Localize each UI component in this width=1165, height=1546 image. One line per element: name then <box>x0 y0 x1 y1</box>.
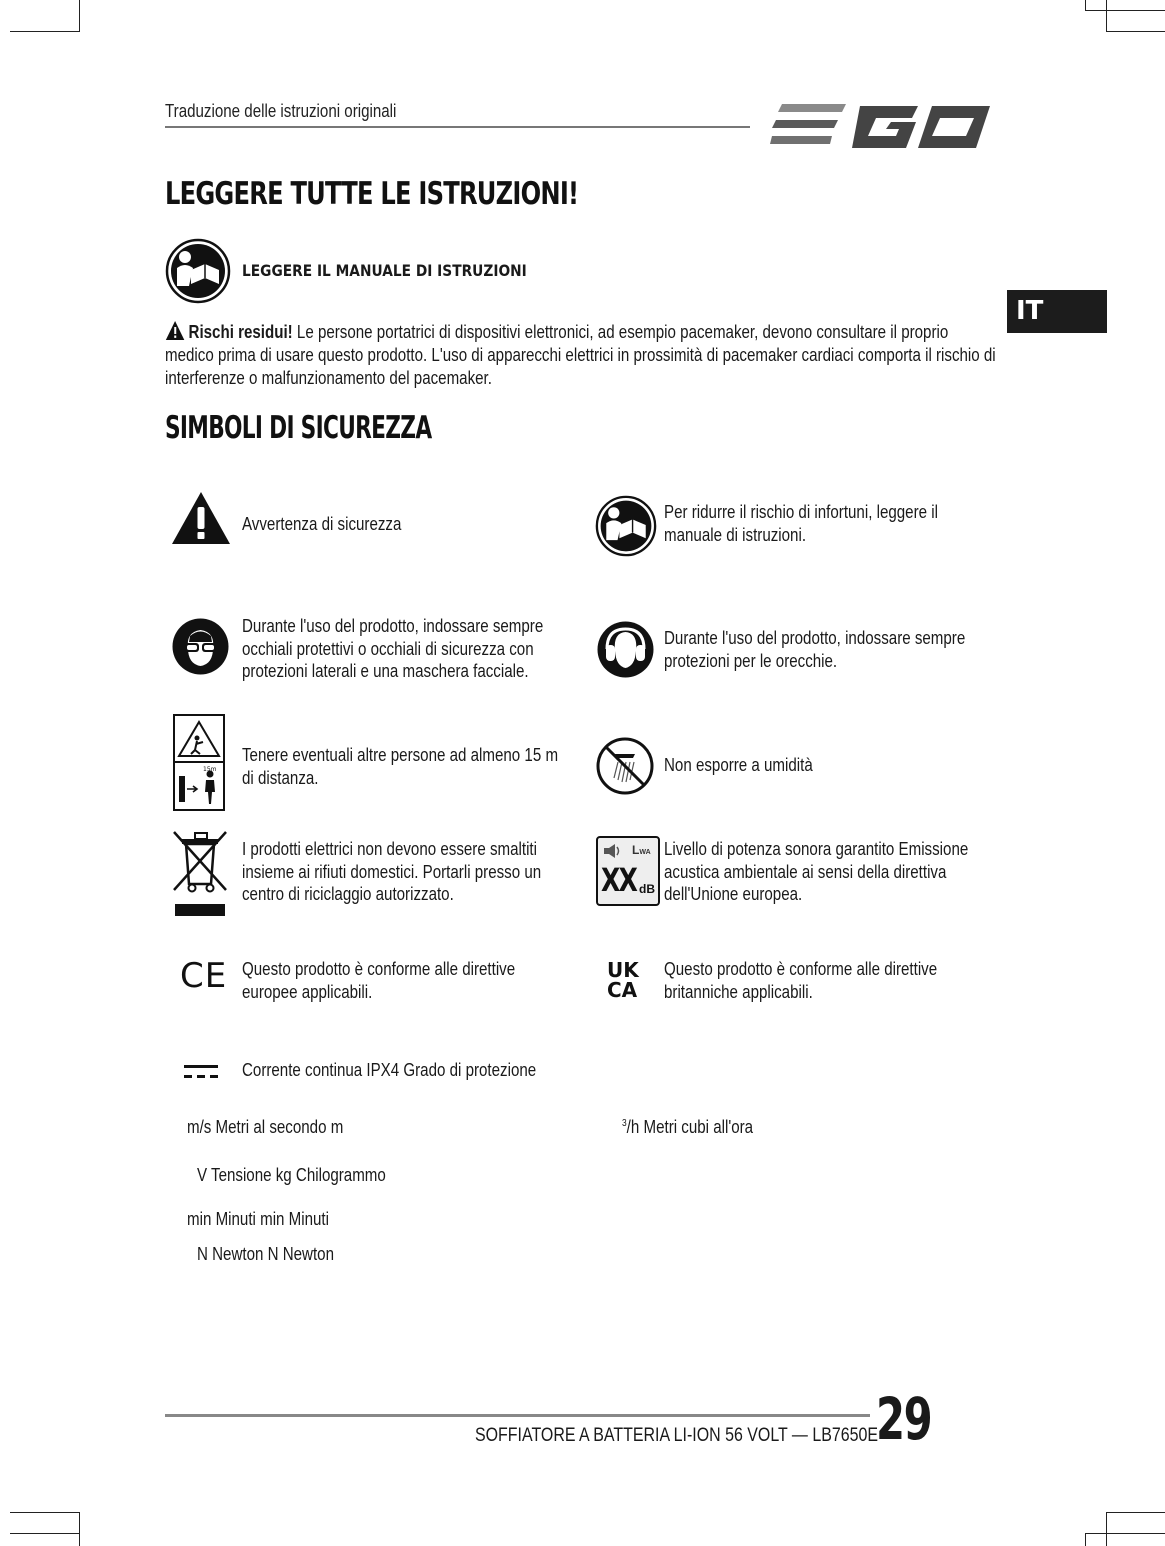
footer-product: SOFFIATORE A BATTERIA LI-ION 56 VOLT — LB7650E <box>475 1425 878 1446</box>
symbol-text: I prodotti elettrici non devono essere smaltiti insieme ai rifiuti domestici. Portarli presso un centro di riciclaggio autorizzato. <box>242 839 542 904</box>
unit-line: N Newton N Newton <box>197 1244 334 1264</box>
unit-line: $^3$/h Metri cubi all'ora <box>622 1117 754 1137</box>
crop-mark <box>1106 1512 1165 1513</box>
weee-bin-icon <box>170 828 230 918</box>
read-manual-icon <box>165 238 231 304</box>
residual-risk-text: Le persone portatrici di dispositivi elettronici, ad esempio pacemaker, devono consultare il proprio medico prima di usare questo prodotto. L'uso di apparecchi elettrici in prossimità di pacemaker cardiaci comporta il rischio di interferenze o malfunzionamento del pacemaker. <box>165 322 996 388</box>
crop-mark <box>1106 31 1165 32</box>
symbol-text: Durante l'uso del prodotto, indossare sempre occhiali protettivi o occhiali di sicurezza con protezioni laterali e una maschera facciale. <box>242 616 544 681</box>
crop-mark <box>79 1512 80 1546</box>
symbol-text: Durante l'uso del prodotto, indossare sempre protezioni per le orecchie. <box>664 628 966 671</box>
ukca-mark-icon: UK CA <box>607 958 639 1002</box>
crop-mark <box>1085 1533 1086 1546</box>
header-rule <box>165 126 750 128</box>
crop-mark <box>10 1512 80 1513</box>
ce-mark-icon: CE <box>180 956 228 996</box>
symbol-text: Questo prodotto è conforme alle direttive britanniche applicabili. <box>664 959 938 1002</box>
direct-current-icon <box>184 1064 218 1080</box>
speaker-icon <box>602 842 624 860</box>
unit-line: min Minuti min Minuti <box>187 1209 329 1229</box>
crop-mark <box>1085 0 1086 11</box>
sound-power-icon: LWA XX dB <box>596 836 660 906</box>
section-title: SIMBOLI DI SICUREZZA <box>165 410 432 446</box>
read-manual-icon <box>595 495 657 557</box>
language-tab: IT <box>1007 290 1107 333</box>
symbol-text: Tenere eventuali altre persone ad almeno 15 m di distanza. <box>242 745 559 788</box>
crop-mark <box>10 31 80 32</box>
symbol-text: Per ridurre il rischio di infortuni, leggere il manuale di istruzioni. <box>664 502 938 545</box>
svg-text:15m: 15m <box>203 766 217 773</box>
symbol-text: Avvertenza di sicurezza <box>242 514 402 534</box>
keep-bystanders-away-icon <box>173 714 225 811</box>
unit-line: V Tensione kg Chilogrammo <box>197 1165 386 1185</box>
ear-protection-icon <box>597 621 654 678</box>
crop-mark <box>1106 1512 1107 1546</box>
residual-risk-paragraph <box>165 320 997 390</box>
eye-face-protection-icon <box>172 618 229 675</box>
residual-risk-label: Rischi residui! <box>188 322 293 342</box>
page-title: LEGGERE TUTTE LE ISTRUZIONI! <box>165 176 579 212</box>
crop-mark <box>1085 1533 1165 1534</box>
symbol-text: Livello di potenza sonora garantito Emissione acustica ambientale ai sensi della direttiva dell'Unione europea. <box>664 839 969 904</box>
unit-line: m/s Metri al secondo m <box>187 1117 344 1137</box>
crop-mark <box>1106 0 1107 32</box>
header-subtitle: Traduzione delle istruzioni originali <box>165 101 397 121</box>
footer-rule <box>165 1414 870 1417</box>
manual-label: LEGGERE IL MANUALE DI ISTRUZIONI <box>242 261 527 280</box>
symbol-text: Questo prodotto è conforme alle direttive europee applicabili. <box>242 959 516 1002</box>
crop-mark <box>79 0 80 32</box>
symbol-text: Non esporre a umidità <box>664 755 813 775</box>
no-moisture-icon <box>595 736 655 796</box>
crop-mark <box>1085 10 1165 11</box>
symbol-text: Corrente continua IPX4 Grado di protezione <box>242 1060 537 1080</box>
crop-mark <box>10 1533 80 1534</box>
warning-triangle-icon <box>165 320 185 341</box>
page-number: 29 <box>876 1385 932 1453</box>
warning-triangle-icon <box>170 490 232 546</box>
ego-logo <box>768 98 993 154</box>
